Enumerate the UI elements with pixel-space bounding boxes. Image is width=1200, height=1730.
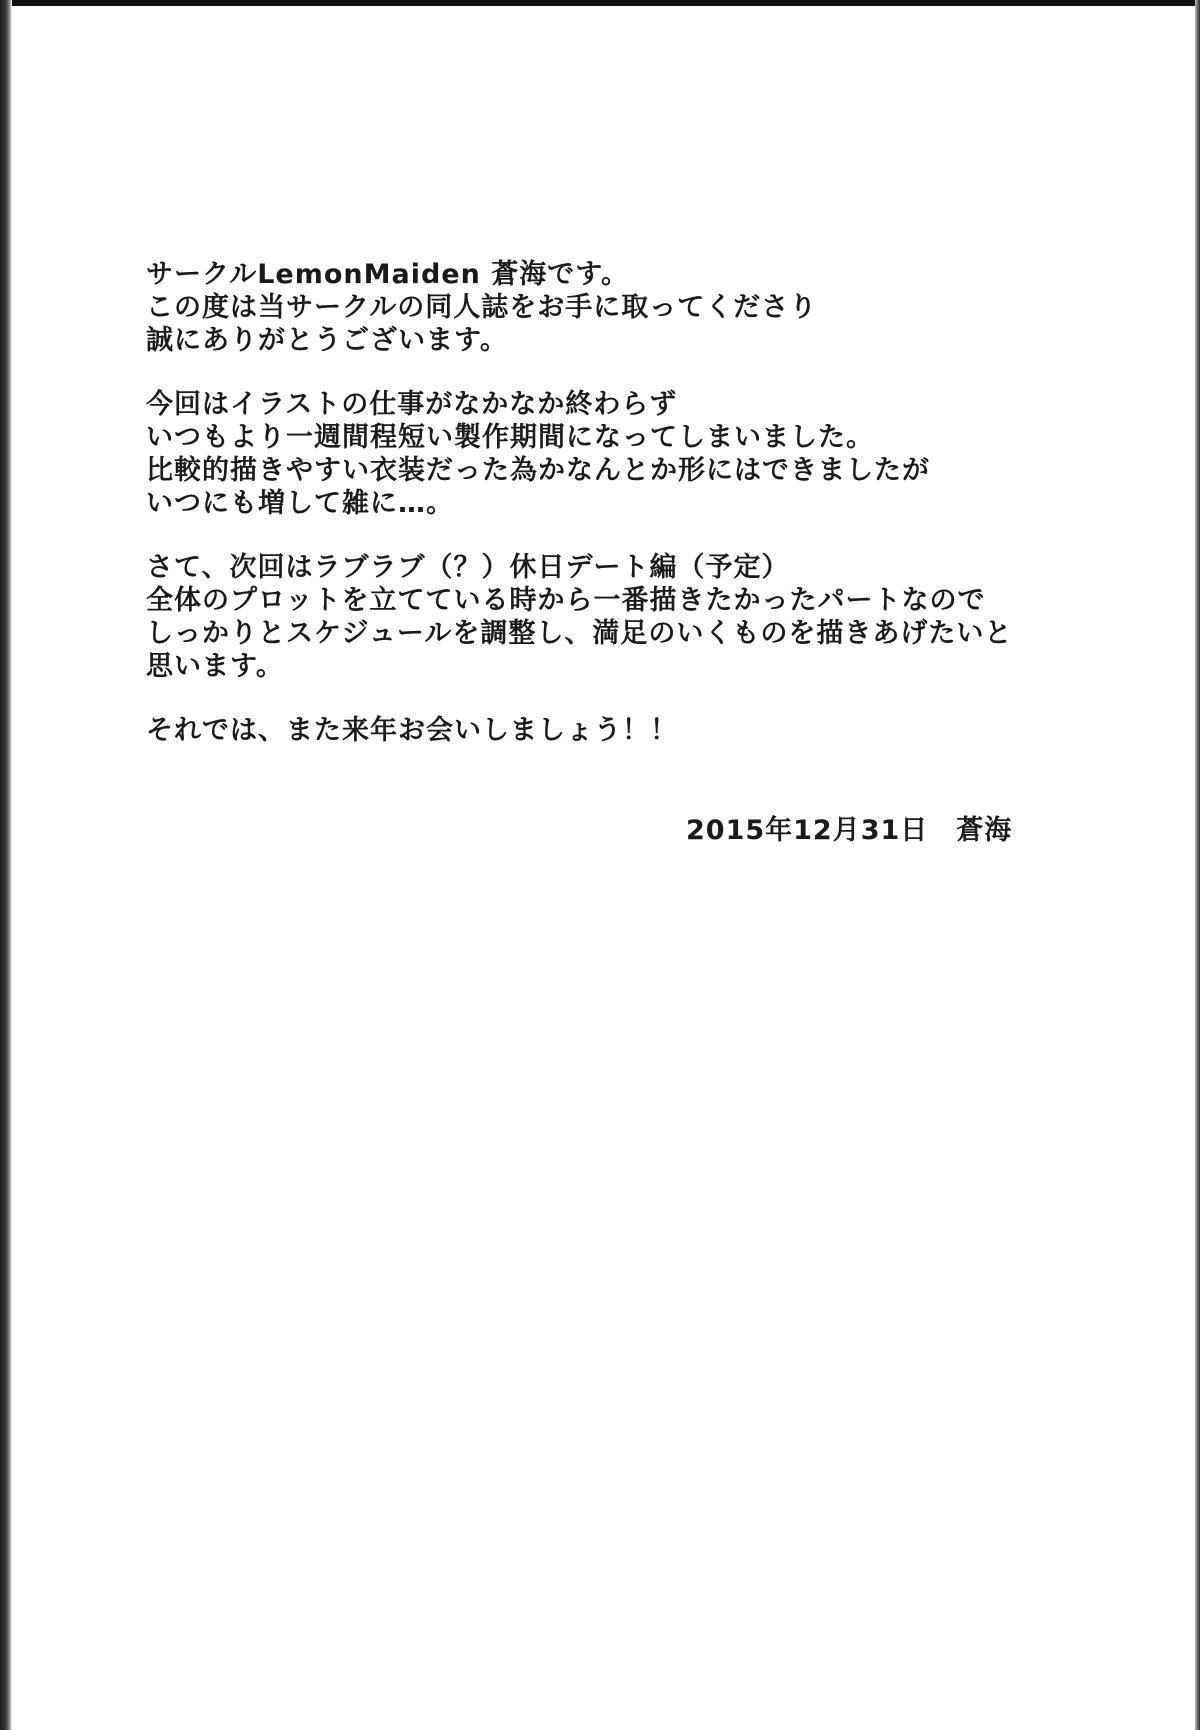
paragraph-next-volume	[146, 551, 1066, 683]
signature-line	[686, 814, 1012, 847]
signature-date: 2015年12月31日	[686, 815, 929, 846]
text-line: 思います。	[146, 651, 284, 682]
paragraph-production	[146, 388, 1066, 520]
scan-border-top	[0, 0, 1200, 6]
text-line: 今回はイラストの仕事がなかなか終わらず	[146, 389, 678, 420]
text-line: しっかりとスケジュールを調整し、満足のいくものを描きあげたいと	[146, 618, 1013, 649]
text-line: さて、次回はラブラブ（？）休日デート編（予定）	[146, 552, 790, 583]
text-line: サークルLemonMaiden 蒼海です。	[146, 259, 630, 290]
paragraph-closing	[146, 714, 1066, 747]
text-line: いつもより一週間程短い製作期間になってしまいました。	[146, 422, 874, 453]
text-line: 比較的描きやすい衣装だった為かなんとか形にはできましたが	[146, 455, 930, 486]
text-line: 全体のプロットを立てている時から一番描きたかったパートなので	[146, 585, 986, 616]
paragraph-greeting	[146, 258, 1066, 357]
signature-author: 蒼海	[956, 815, 1013, 846]
scan-border-right	[1195, 0, 1200, 1730]
text-line: それでは、また来年お会いしましょう！！	[146, 715, 678, 746]
scan-border-left	[0, 0, 12, 1730]
text-line: この度は当サークルの同人誌をお手に取ってくださり	[146, 292, 818, 323]
text-line: 誠にありがとうございます。	[146, 325, 508, 356]
text-line: いつにも増して雑に…。	[146, 488, 454, 519]
afterword-text	[146, 258, 1066, 778]
